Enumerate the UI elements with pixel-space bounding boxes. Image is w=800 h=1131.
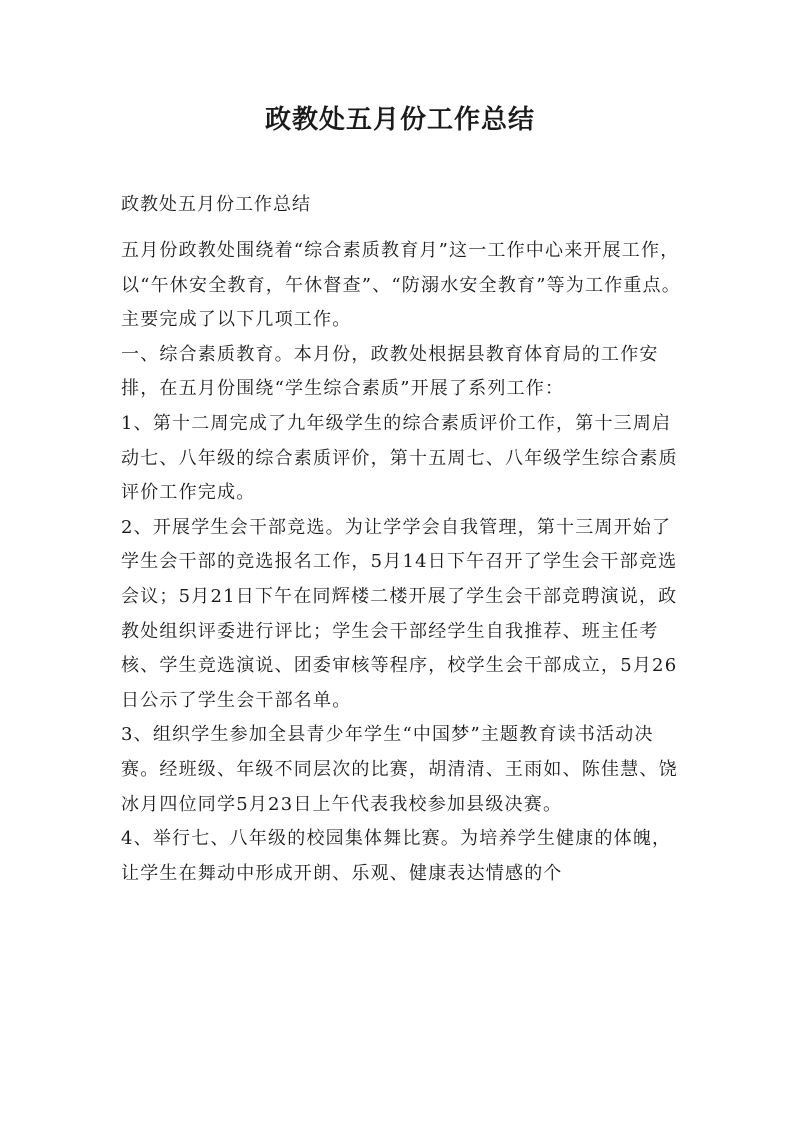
paragraph-item-1: 1、第十二周完成了九年级学生的综合素质评价工作，第十三周启动七、八年级的综合素质评价，第十五周七、八年级学生综合素质评价工作完成。 (121, 412, 678, 504)
paragraph-section-1: 一、综合素质教育。本月份，政教处根据县教育体育局的工作安排，在五月份围绕“学生综合素质”开展了系列工作： (121, 343, 659, 400)
paragraph-item-3: 3、组织学生参加全县青少年学生“中国梦”主题教育读书活动决赛。经班级、年级不同层次的比赛，胡清清、王雨如、陈佳慧、饶冰月四位同学5月23日上午代表我校参加县级决赛。 (121, 724, 678, 815)
paragraph-item-2: 2、开展学生会干部竞选。为让学学会自我管理，第十三周开始了学生会干部的竞选报名工作，5月14日下午召开了学生会干部竞选会议；5月21日下午在同辉楼二楼开展了学生会干部竞聘演说，政教处组织评委进行评比；学生会干部经学生自我推荐、班主任考核、学生竞选演说、团委审核等程序，校学生会干部成立，5月26日公示了学生会干部名单。 (121, 516, 678, 711)
document-title: 政教处五月份工作总结 (264, 105, 535, 135)
paragraph-intro: 五月份政教处围绕着“综合素质教育月”这一工作中心来开展工作，以“午休安全教育，午休督查”、“防溺水安全教育”等为工作重点。主要完成了以下几项工作。 (121, 240, 682, 331)
document-subtitle: 政教处五月份工作总结 (121, 194, 311, 215)
paragraph-item-4: 4、举行七、八年级的校园集体舞比赛。为培养学生健康的体魄，让学生在舞动中形成开朗、乐观、健康表达情感的个 (121, 828, 672, 884)
document-body (121, 234, 683, 891)
